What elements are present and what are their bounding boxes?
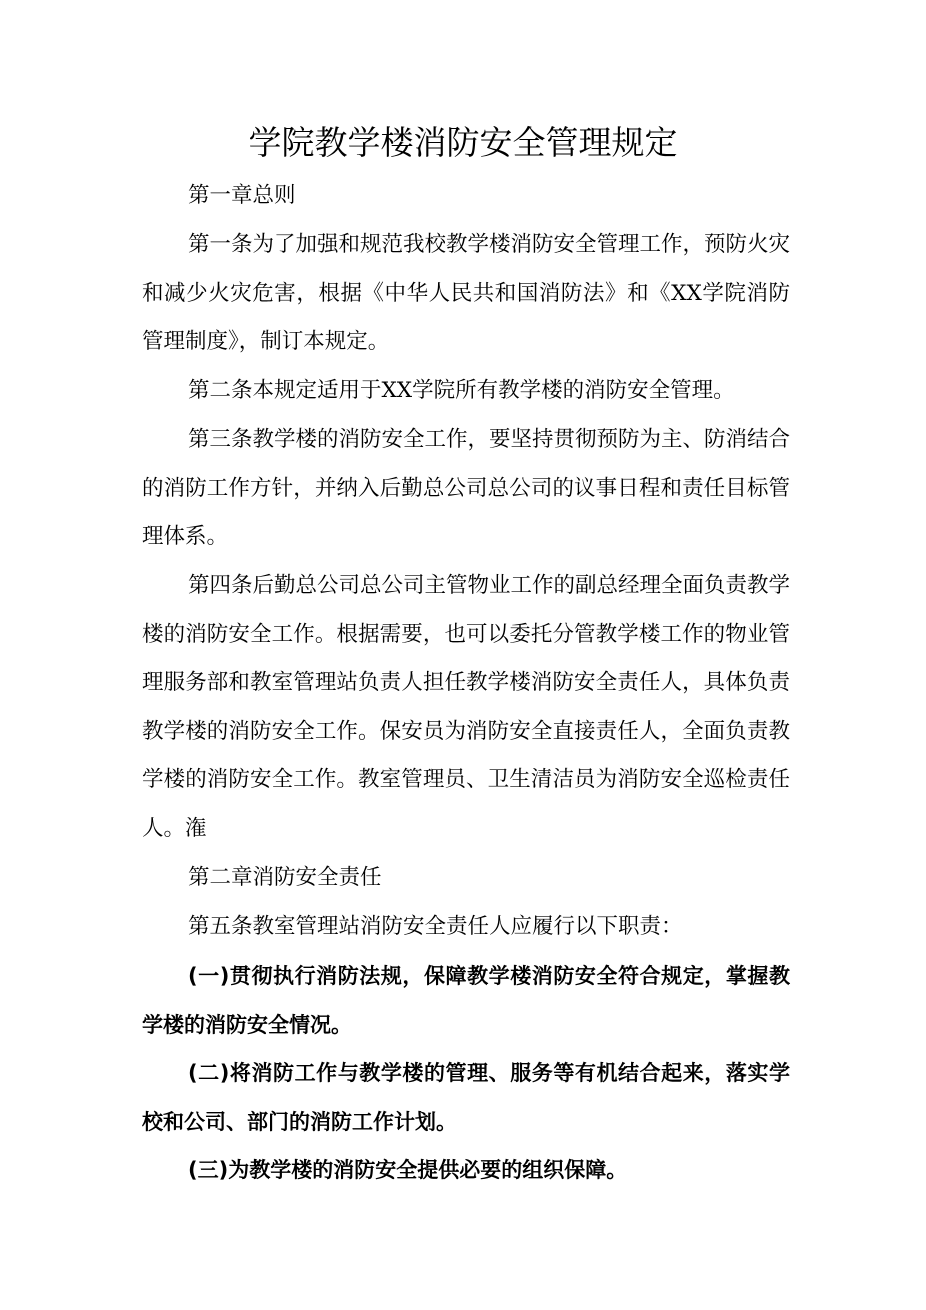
duty-item-1: (一)贯彻执行消防法规，保障教学楼消防安全符合规定，掌握教学楼的消防安全情况。 bbox=[142, 964, 790, 1037]
chapter-heading-responsibility: 第二章消防安全责任 bbox=[188, 865, 382, 890]
article-3-paragraph: 第三条教学楼的消防安全工作，要坚持贯彻预防为主、防消结合的消防工作方针，并纳入后勤总公司总公司的议事日程和责任目标管理体系。 bbox=[142, 427, 791, 550]
article-5-paragraph: 第五条教室管理站消防安全责任人应履行以下职责： bbox=[188, 914, 683, 939]
document-title: 学院教学楼消防安全管理规定 bbox=[248, 123, 678, 162]
chapter-heading-general: 第一章总则 bbox=[188, 183, 296, 208]
duty-item-2: (二)将消防工作与教学楼的管理、服务等有机结合起来，落实学校和公司、部门的消防工作计划。 bbox=[142, 1061, 790, 1134]
article-2-paragraph: 第二条本规定适用于XX学院所有教学楼的消防安全管理。 bbox=[188, 378, 735, 403]
article-1-paragraph: 第一条为了加强和规范我校教学楼消防安全管理工作，预防火灾和减少火灾危害，根据《中华人民共和国消防法》和《XX学院消防管理制度》，制订本规定。 bbox=[142, 232, 791, 355]
article-4-paragraph: 第四条后勤总公司总公司主管物业工作的副总经理全面负责教学楼的消防安全工作。根据需要，也可以委托分管教学楼工作的物业管理服务部和教室管理站负责人担任教学楼消防安全责任人，具体负责教学楼的消防安全工作。保安员为消防安全直接责任人，全面负责教学楼的消防安全工作。教室管理员、卫生清洁员为消防安全巡检责任人。潅 bbox=[142, 573, 791, 841]
duty-item-3: (三)为教学楼的消防安全提供必要的组织保障。 bbox=[188, 1158, 628, 1182]
